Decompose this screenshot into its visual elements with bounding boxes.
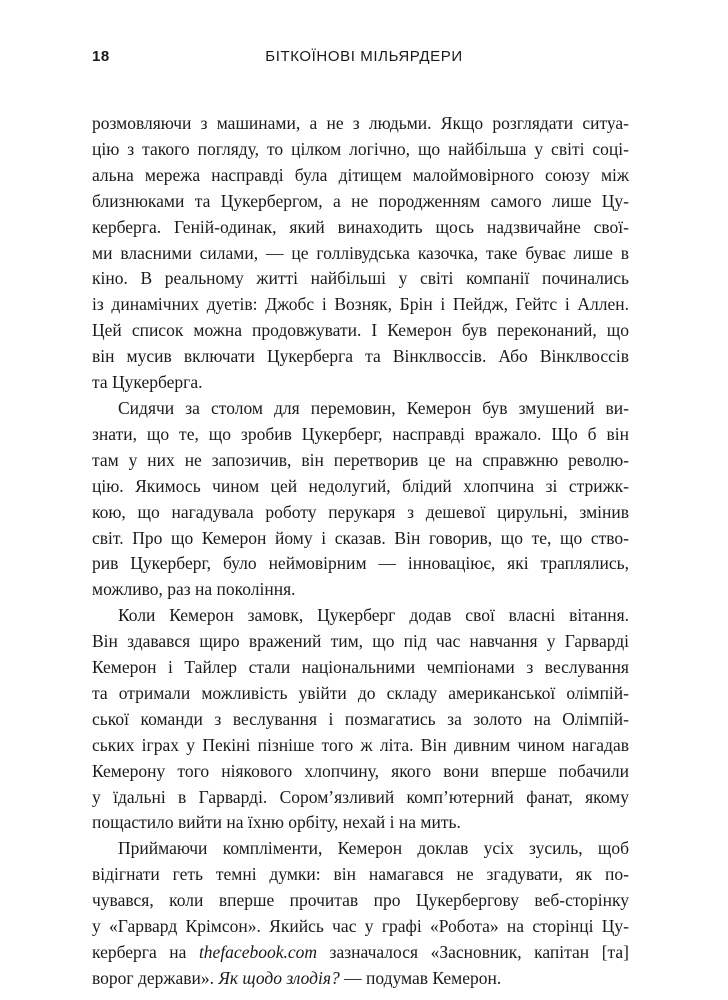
text-line: та Цукерберга. [92,372,203,393]
running-title: БІТКОЇНОВІ МІЛЬЯРДЕРИ [265,48,463,65]
text-line: рив Цукерберг, було неймовірним — інноваціює, які траплялись, [92,553,629,574]
text-line: близнюками та Цукербергом, а не породженням самого лише Цу- [92,190,629,211]
text-line: відігнати геть темні думки: він намагався не згадувати, як по- [92,864,629,885]
text-line [92,940,629,966]
text-line: світ. Про що Кемерон йому і сказав. Він говорив, що те, що ство- [92,527,629,548]
text-line: знати, що те, що зробив Цукерберг, насправді вражало. Що б він [92,423,629,444]
text-line: керберга. Геній-одинак, який винаходить щось надзвичайне свої- [92,216,629,237]
text-line: ми власними силами, — це голлівудська казочка, таке буває лише в [92,242,629,263]
paragraph [92,396,629,603]
text-line: розмовляючи з машинами, а не з людьми. Якщо розглядати ситуа- [92,113,629,133]
text-line: Кемерону того ніякового хлопчину, якого вони вперше побачили [92,760,629,781]
running-header [92,44,636,70]
text-line: чувався, коли вперше прочитав про Цукербергову веб-сторінку [92,890,629,911]
text-line: цію з такого погляду, то цілком логічно, що найбільша у світі соці- [92,138,629,159]
inner-thought: Як щодо злодія? [218,967,340,988]
text-line: Приймаючи компліменти, Кемерон доклав усіх зусиль, щоб [118,838,629,859]
text-line: Він здавався щиро вражений тим, що під час навчання у Гарварді [92,631,629,652]
paragraph [92,603,629,836]
text-run: ворог держави». [92,967,219,988]
text-line: ських іграх у Пекіні пізніше того ж літа. Він дивним чином нагадав [92,734,629,755]
paragraph [92,111,629,396]
text-line: у їдальні в Гарварді. Сором’язливий комп’ютерний фанат, якому [92,786,629,807]
text-line [92,966,629,992]
text-run: зазначалося «Засновник, капітан [та] [317,942,629,962]
text-line: пощастило вийти на їхню орбіту, нехай і на мить. [92,812,461,833]
text-line: цію. Якимось чином цей недолугий, блідий хлопчина зі стрижк- [92,475,629,496]
text-line: там у них не запозичив, він перетворив це на справжню револю- [92,449,629,470]
text-line: він мусив включати Цукерберга та Вінклвоссів. Або Вінклвоссів [92,346,629,367]
text-line: та отримали можливість увійти до складу американської олімпій- [92,682,629,703]
text-line: Коли Кемерон замовк, Цукерберг додав свої власні вітання. [118,605,629,626]
text-line: у «Гарвард Крімсон». Якийсь час у графі «Робота» на сторінці Цу- [92,916,629,937]
text-line: Цей список можна продовжувати. І Кемерон був переконаний, що [92,320,629,341]
paragraph [92,836,629,991]
text-line: кіно. В реальному житті найбільші у світі компанії починались [92,268,629,289]
text-line: Кемерон і Тайлер стали національними чемпіонами з веслування [92,657,629,678]
page-number: 18 [92,48,110,65]
text-line: можливо, раз на покоління. [92,579,296,600]
body-text [92,111,629,992]
text-line: із динамічних дуетів: Джобс і Возняк, Брін і Пейдж, Гейтс і Аллен. [92,294,629,315]
text-line: альна мережа насправді була дітищем малоймовірного союзу між [92,164,629,185]
text-line: кою, що нагадувала роботу перукаря з дешевої цирульні, змінив [92,501,629,522]
text-line: ської команди з веслування і позмагатись за золото на Олімпій- [92,708,629,729]
website-name: thefacebook.com [198,942,318,962]
text-line: Сидячи за столом для перемовин, Кемерон був змушений ви- [118,397,629,418]
text-run: керберга на [92,942,199,962]
text-run: — подумав Кемерон. [339,967,502,988]
